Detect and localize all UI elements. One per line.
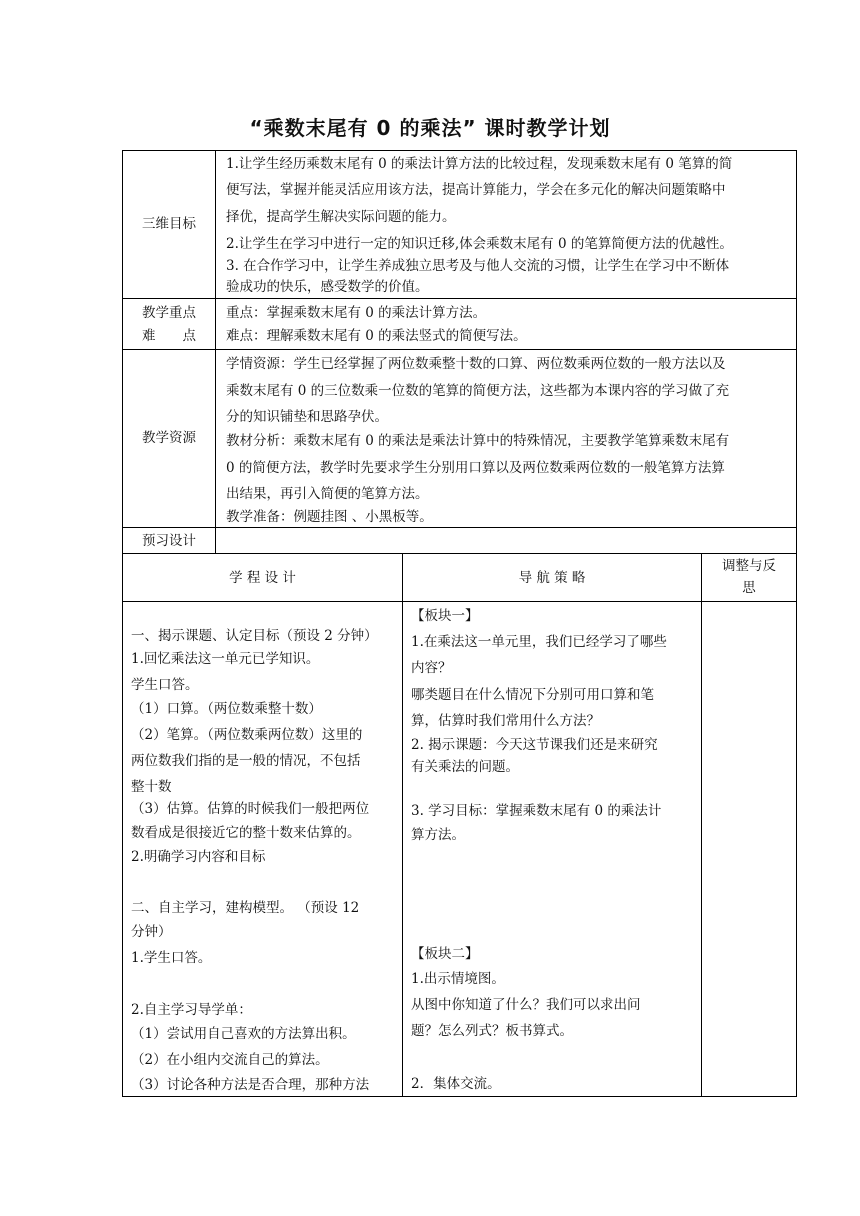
- goals-line: 验成功的快乐，感受数学的价值。: [226, 279, 429, 295]
- strategy-line: 1.出示情境图。: [411, 971, 505, 987]
- strategy-line: 【板块二】: [411, 946, 479, 962]
- design-column-header: 学 程 设 计: [229, 570, 296, 586]
- row-divider: [122, 553, 797, 554]
- strategy-column-header: 导 航 策 略: [518, 570, 586, 586]
- difficulty-label: 难 点: [142, 328, 196, 344]
- row-divider: [122, 527, 797, 528]
- strategy-line: 算方法。: [411, 827, 465, 843]
- strategy-line: 3. 学习目标：掌握乘数末尾有 0 的乘法计: [411, 803, 662, 819]
- design-line: （2）笔算。（两位数乘两位数）这里的: [131, 727, 363, 743]
- goals-line: 择优，提高学生解决实际问题的能力。: [226, 209, 456, 225]
- design-line: 1.学生口答。: [131, 950, 212, 966]
- row-divider: [122, 601, 797, 602]
- design-line: 一、揭示课题、认定目标（预设 2 分钟）: [131, 628, 378, 644]
- resources-line: 学情资源：学生已经掌握了两位数乘整十数的口算、两位数乘两位数的一般方法以及: [226, 356, 726, 372]
- strategy-line: 有关乘法的问题。: [411, 759, 519, 775]
- strategy-line: 题？怎么列式？板书算式。: [411, 1023, 573, 1039]
- resources-line: 乘数末尾有 0 的三位数乘一位数的笔算的简便方法，这些都为本课内容的学习做了充: [226, 383, 730, 399]
- key-points-label: 教学重点: [142, 305, 196, 321]
- strategy-line: 算，估算时我们常用什么方法？: [411, 713, 600, 729]
- resources-line: 0 的简便方法，教学时先要求学生分别用口算以及两位数乘两位数的一般笔算方法算: [226, 460, 725, 476]
- adjust-column-header: 调整与反: [722, 558, 776, 574]
- design-line: 整十数: [131, 779, 172, 795]
- label-column-divider: [215, 150, 216, 554]
- strategy-adjust-divider: [701, 553, 702, 1097]
- preview-label: 预习设计: [142, 533, 196, 549]
- strategy-line: 1.在乘法这一单元里，我们已经学习了哪些: [411, 634, 667, 650]
- resources-line: 分的知识铺垫和思路孕伏。: [226, 409, 388, 425]
- table-border-left: [122, 150, 123, 1097]
- design-line: （1）尝试用自己喜欢的方法算出积。: [131, 1026, 356, 1042]
- goals-line: 便写法，掌握并能灵活应用该方法，提高计算能力，学会在多元化的解决问题策略中: [226, 182, 726, 198]
- goals-line: 3. 在合作学习中，让学生养成独立思考及与他人交流的习惯，让学生在学习中不断体: [226, 258, 730, 274]
- row-divider: [122, 298, 797, 299]
- resources-line: 教材分析：乘数末尾有 0 的乘法是乘法计算中的特殊情况，主要教学笔算乘数末尾有: [226, 433, 730, 449]
- strategy-line: 【板块一】: [411, 608, 479, 624]
- strategy-line: 从图中你知道了什么？我们可以求出问: [411, 997, 641, 1013]
- strategy-line: 内容？: [411, 660, 452, 676]
- design-line: （1）口算。（两位数乘整十数）: [131, 701, 322, 717]
- strategy-line: 2．集体交流。: [411, 1076, 501, 1092]
- difficulty-text: 难点：理解乘数末尾有 0 的乘法竖式的简便写法。: [226, 328, 527, 344]
- design-line: 两位数我们指的是一般的情况，不包括: [131, 753, 361, 769]
- design-strategy-divider: [402, 553, 403, 1097]
- resources-label: 教学资源: [142, 430, 196, 446]
- goals-line: 2.让学生在学习中进行一定的知识迁移,体会乘数末尾有 0 的笔算简便方法的优越性。: [226, 236, 733, 252]
- page-title: “乘数末尾有 0 的乘法” 课时教学计划: [249, 116, 611, 140]
- design-line: 数看成是很接近它的整十数来估算的。: [131, 825, 361, 841]
- row-divider: [122, 349, 797, 350]
- resources-line: 出结果，再引入简便的笔算方法。: [226, 486, 429, 502]
- strategy-line: 哪类题目在什么情况下分别可用口算和笔: [411, 687, 654, 703]
- goals-line: 1.让学生经历乘数末尾有 0 的乘法计算方法的比较过程，发现乘数末尾有 0 笔算的简: [226, 156, 733, 172]
- design-line: （3）估算。估算的时候我们一般把两位: [131, 801, 370, 817]
- table-border-right: [796, 150, 797, 1097]
- design-line: 学生口答。: [131, 677, 199, 693]
- table-border-top: [122, 150, 797, 151]
- design-line: 二、自主学习，建构模型。 （预设 12: [131, 900, 360, 916]
- design-line: （3）讨论各种方法是否合理，那种方法: [131, 1077, 370, 1093]
- design-line: （2）在小组内交流自己的算法。: [131, 1052, 329, 1068]
- design-line: 2.自主学习导学单：: [131, 1002, 252, 1018]
- design-line: 1.回忆乘法这一单元已学知识。: [131, 651, 320, 667]
- key-point-text: 重点：掌握乘数末尾有 0 的乘法计算方法。: [226, 305, 487, 321]
- goals-label: 三维目标: [142, 216, 196, 232]
- strategy-line: 2. 揭示课题：今天这节课我们还是来研究: [411, 737, 658, 753]
- adjust-column-header: 思: [742, 580, 756, 596]
- design-line: 分钟）: [131, 924, 172, 940]
- design-line: 2.明确学习内容和目标: [131, 849, 266, 865]
- resources-line: 教学准备：例题挂图 、小黑板等。: [226, 509, 433, 525]
